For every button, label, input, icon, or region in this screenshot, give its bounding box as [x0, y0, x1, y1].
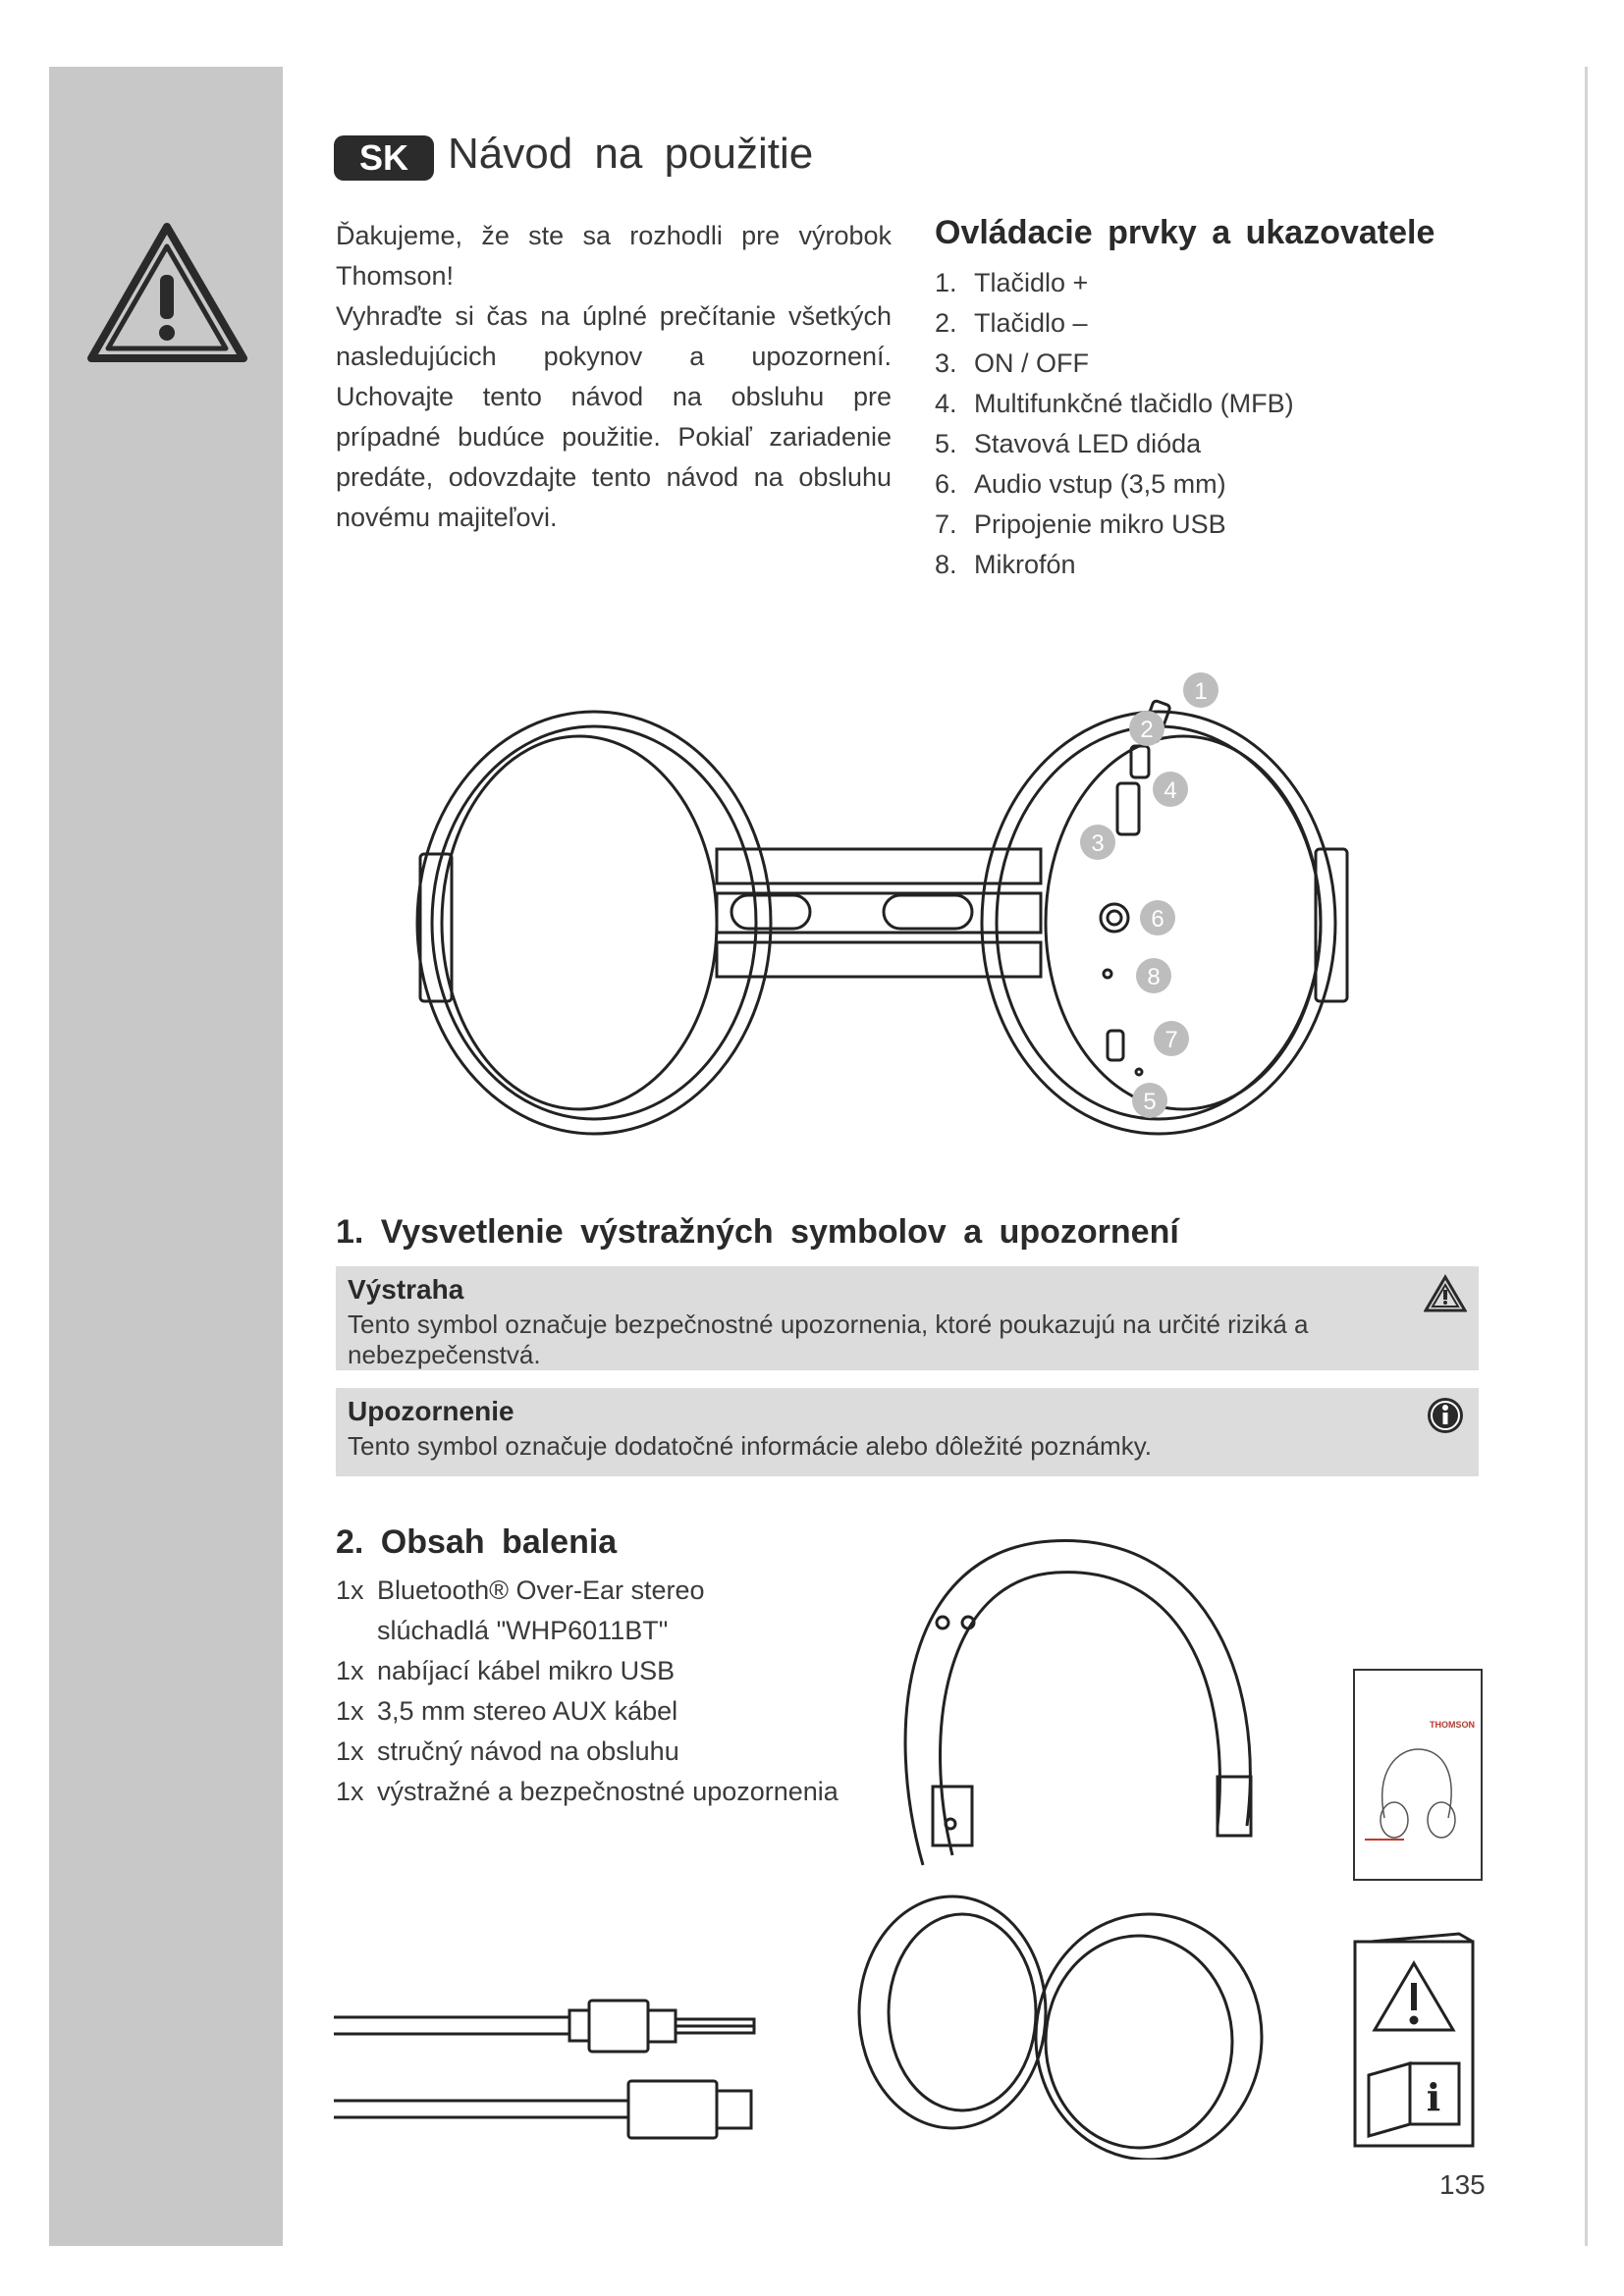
manual-booklet-illustration — [1353, 1669, 1483, 1881]
right-margin-rule — [1585, 67, 1588, 2246]
controls-item: 4. Multifunkčné tlačidlo (MFB) — [935, 389, 1294, 418]
info-notice — [336, 1388, 1479, 1476]
callout-7: 7 — [1164, 1027, 1178, 1053]
language-badge: SK — [334, 135, 434, 181]
controls-item: 7. Pripojenie mikro USB — [935, 509, 1226, 539]
controls-item: 6. Audio vstup (3,5 mm) — [935, 469, 1226, 499]
warning-triangle-icon — [86, 221, 248, 364]
info-i-icon: i — [1426, 2075, 1441, 2119]
callout-1: 1 — [1194, 678, 1208, 705]
info-icon — [1424, 1396, 1467, 1435]
package-item: 1x Bluetooth® Over-Ear stereo slúchadlá "WHP6011BT" — [336, 1575, 705, 1645]
callout-8: 8 — [1147, 964, 1161, 990]
package-contents-list — [336, 1571, 888, 1812]
package-item: 1x stručný návod na obsluhu — [336, 1736, 679, 1766]
section1-heading: 1. Vysvetlenie výstražných symbolov a upozornení — [336, 1213, 1179, 1251]
warning-notice — [336, 1266, 1479, 1370]
warning-title: Výstraha — [348, 1274, 464, 1305]
controls-item: 3. ON / OFF — [935, 348, 1089, 378]
intro-thanks: Ďakujeme, že ste sa rozhodli pre výrobok Thomson! — [336, 221, 892, 291]
page-number: 135 — [1439, 2169, 1486, 2200]
info-text: Tento symbol označuje dodatočné informácie alebo dôležité poznámky. — [348, 1431, 1152, 1461]
info-title: Upozornenie — [348, 1396, 514, 1426]
headphones-product-illustration — [844, 1531, 1286, 2160]
package-item: 1x výstražné a bezpečnostné upozornenia — [336, 1777, 839, 1806]
manual-brand: THOMSON — [1430, 1720, 1475, 1730]
safety-booklet-illustration — [1351, 1928, 1483, 2150]
callout-3: 3 — [1091, 830, 1105, 857]
cables-illustration — [334, 1983, 785, 2160]
controls-list — [935, 263, 1294, 585]
controls-item: 5. Stavová LED dióda — [935, 429, 1202, 458]
callout-6: 6 — [1151, 906, 1164, 933]
page-title: Návod na použitie — [448, 130, 814, 178]
warning-text: Tento symbol označuje bezpečnostné upozornenia, ktoré poukazujú na určité riziká a nebezpečenstvá. — [348, 1309, 1309, 1369]
controls-heading: Ovládacie prvky a ukazovatele — [935, 214, 1435, 251]
controls-item: 1. Tlačidlo + — [935, 268, 1089, 297]
headphones-controls-diagram — [393, 667, 1375, 1158]
controls-item: 8. Mikrofón — [935, 550, 1076, 579]
left-sidebar-band — [49, 67, 283, 2246]
callout-4: 4 — [1164, 777, 1177, 804]
controls-item: 2. Tlačidlo – — [935, 308, 1088, 338]
intro-text — [336, 216, 892, 538]
package-item: 1x 3,5 mm stereo AUX kábel — [336, 1696, 678, 1726]
manual-headphones-icon — [1355, 1730, 1481, 1847]
callout-5: 5 — [1143, 1089, 1157, 1115]
section2-heading: 2. Obsah balenia — [336, 1523, 618, 1561]
intro-instructions: Vyhraďte si čas na úplné prečítanie všetkých nasledujúcich pokynov a upozornení. Uchovajte tento návod na obsluhu pre prípadné budúce použitie. Pokiaľ zariadenie predáte, odovzdajte tento návod na obsluhu novému majiteľovi. — [336, 301, 892, 532]
callout-2: 2 — [1140, 717, 1154, 743]
package-item: 1x nabíjací kábel mikro USB — [336, 1656, 676, 1685]
warning-icon — [1424, 1274, 1467, 1313]
